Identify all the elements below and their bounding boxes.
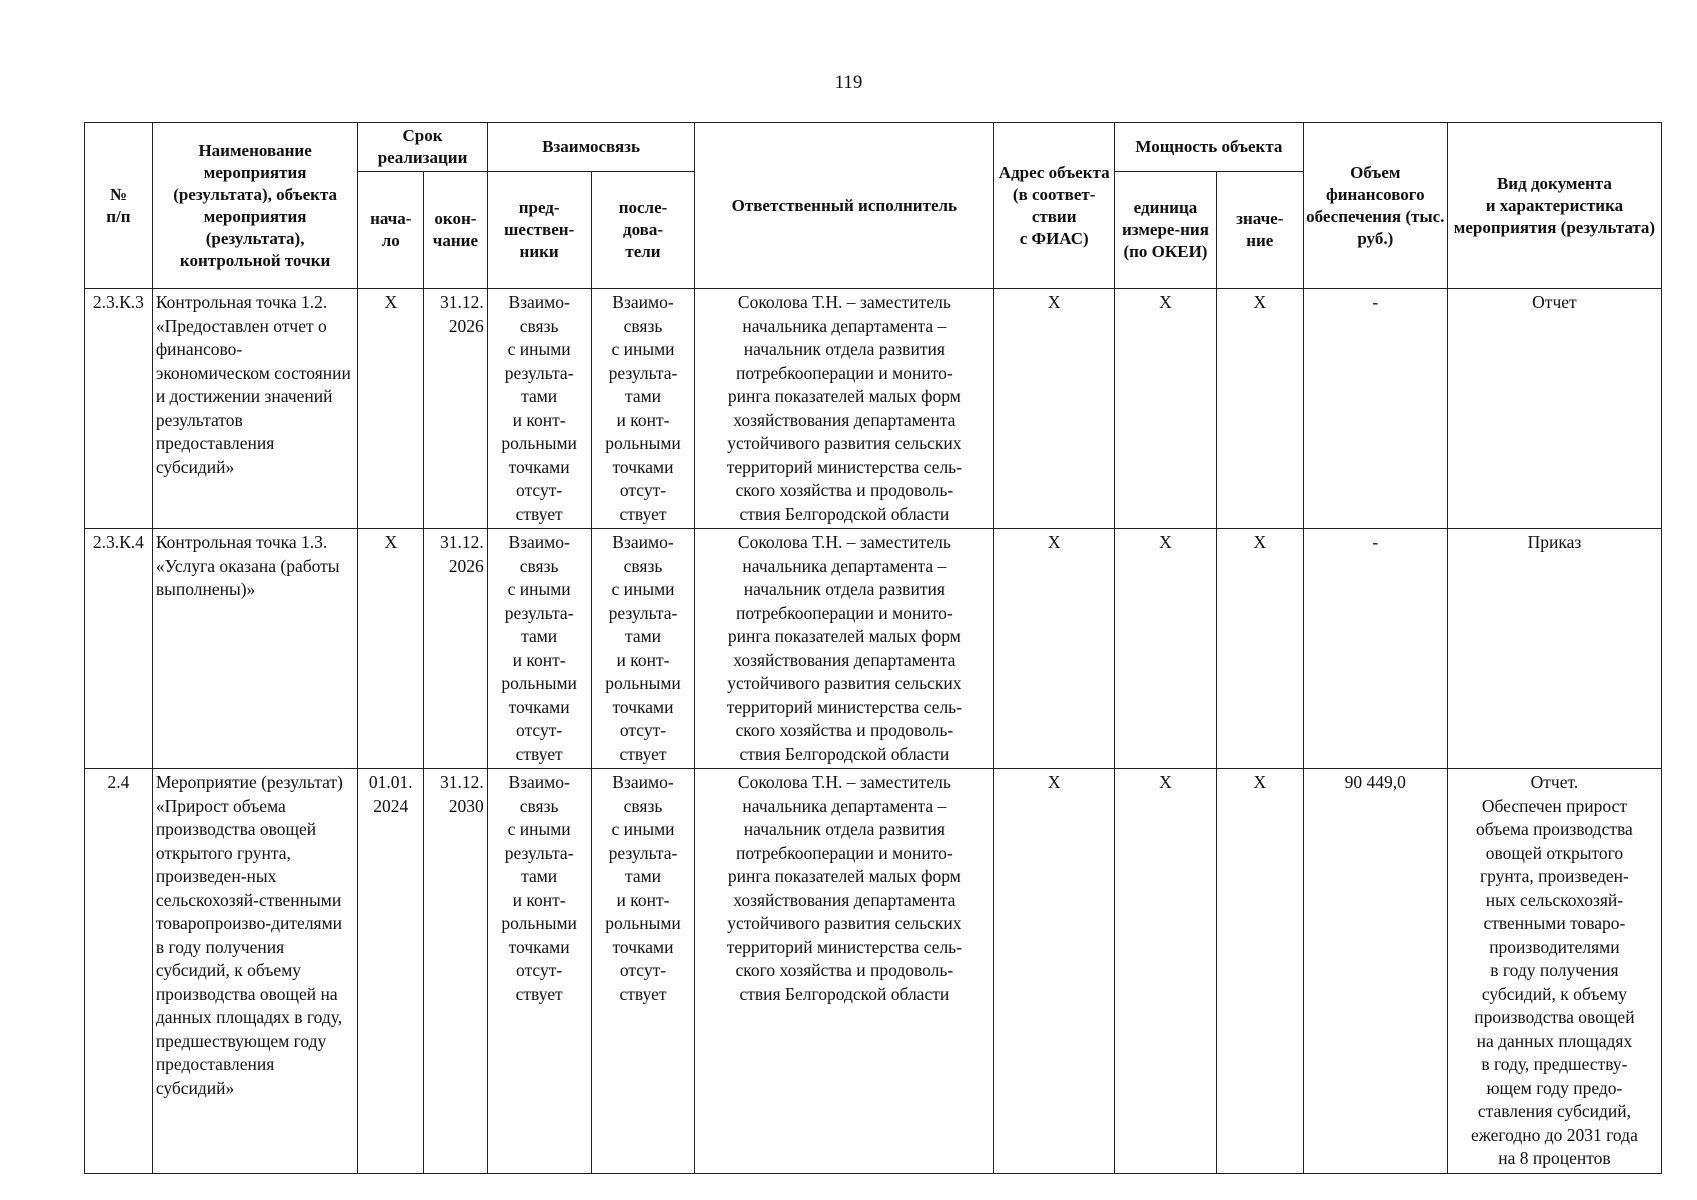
row-doc: Отчет [1447, 289, 1661, 529]
row-funding: - [1303, 529, 1447, 769]
header-rel-next: после- дова- тели [591, 172, 695, 289]
row-num: 2.4 [85, 769, 153, 1174]
row-start: X [358, 529, 424, 769]
row-prev: Взаимо- связь с иными результа- тами и конт- рольными точками отсут- ствует [487, 529, 591, 769]
header-relation: Взаимосвязь [487, 123, 695, 172]
row-end: 31.12. 2030 [424, 769, 488, 1174]
row-prev: Взаимо- связь с иными результа- тами и конт- рольными точками отсут- ствует [487, 289, 591, 529]
row-address: X [994, 769, 1115, 1174]
row-value: X [1216, 529, 1303, 769]
header-unit: единица измере-ния (по ОКЕИ) [1115, 172, 1217, 289]
row-responsible: Соколова Т.Н. – заместитель начальника департамента – начальник отдела развития потребкооперации и монито- ринга показателей малых форм хозяйствования департамента устойчивого развития сельских территорий министерства сель- ского хозяйства и продоволь- ствия Белгородской области [695, 289, 994, 529]
header-term: Срок реализации [358, 123, 487, 172]
row-num: 2.3.К.4 [85, 529, 153, 769]
header-address: Адрес объекта (в соответ-ствии с ФИАС) [994, 123, 1115, 289]
table-row [85, 529, 1662, 769]
row-funding: - [1303, 289, 1447, 529]
header-term-end: окон- чание [424, 172, 488, 289]
row-name: Контрольная точка 1.2. «Предоставлен отчет о финансово-экономическом состоянии и достижении значений результатов предоставления субсидий» [152, 289, 358, 529]
header-responsible: Ответственный исполнитель [695, 123, 994, 289]
row-end: 31.12. 2026 [424, 289, 488, 529]
row-name: Мероприятие (результат) «Прирост объема производства овощей открытого грунта, произведен-ных сельскохозяй-ственными товаропроизво-дителями в году получения субсидий, к объему производства овощей на данных площадях в году, предшествующем году предоставления субсидий» [152, 769, 358, 1174]
page-number: 119 [834, 72, 863, 93]
header-capacity: Мощность объекта [1115, 123, 1304, 172]
header-term-start: нача- ло [358, 172, 424, 289]
row-responsible: Соколова Т.Н. – заместитель начальника департамента – начальник отдела развития потребкооперации и монито- ринга показателей малых форм хозяйствования департамента устойчивого развития сельских территорий министерства сель- ского хозяйства и продоволь- ствия Белгородской области [695, 529, 994, 769]
header-name: Наименование мероприятия (результата), объекта мероприятия (результата), контрольной точки [152, 123, 358, 289]
events-table [84, 122, 1662, 1174]
table-row [85, 289, 1662, 529]
row-unit: X [1115, 769, 1217, 1174]
row-num: 2.3.К.3 [85, 289, 153, 529]
row-prev: Взаимо- связь с иными результа- тами и конт- рольными точками отсут- ствует [487, 769, 591, 1174]
header-num: № п/п [85, 123, 153, 289]
row-start: X [358, 289, 424, 529]
row-responsible: Соколова Т.Н. – заместитель начальника департамента – начальник отдела развития потребкооперации и монито- ринга показателей малых форм хозяйствования департамента устойчивого развития сельских территорий министерства сель- ского хозяйства и продоволь- ствия Белгородской области [695, 769, 994, 1174]
row-end: 31.12. 2026 [424, 529, 488, 769]
row-value: X [1216, 769, 1303, 1174]
row-next: Взаимо- связь с иными результа- тами и конт- рольными точками отсут- ствует [591, 769, 695, 1174]
row-start: 01.01. 2024 [358, 769, 424, 1174]
row-address: X [994, 289, 1115, 529]
row-address: X [994, 529, 1115, 769]
row-unit: X [1115, 289, 1217, 529]
header-doc-type: Вид документа и характеристика мероприятия (результата) [1447, 123, 1661, 289]
row-unit: X [1115, 529, 1217, 769]
table-row [85, 769, 1662, 1174]
row-value: X [1216, 289, 1303, 529]
row-next: Взаимо- связь с иными результа- тами и конт- рольными точками отсут- ствует [591, 289, 695, 529]
header-value: значе- ние [1216, 172, 1303, 289]
header-row-1 [85, 123, 1662, 172]
row-funding: 90 449,0 [1303, 769, 1447, 1174]
row-doc: Приказ [1447, 529, 1661, 769]
header-rel-prev: пред- шествен- ники [487, 172, 591, 289]
row-name: Контрольная точка 1.3. «Услуга оказана (работы выполнены)» [152, 529, 358, 769]
header-funding: Объем финансового обеспечения (тыс. руб.) [1303, 123, 1447, 289]
row-next: Взаимо- связь с иными результа- тами и конт- рольными точками отсут- ствует [591, 529, 695, 769]
row-doc: Отчет. Обеспечен прирост объема производства овощей открытого грунта, произведен- ных сельскохозяй- ственными товаро- производителями в году получения субсидий, к объему производства овощей на данных площадях в году, предшеству- ющем году предо- ставления субсидий, ежегодно до 2031 года на 8 процентов [1447, 769, 1661, 1174]
